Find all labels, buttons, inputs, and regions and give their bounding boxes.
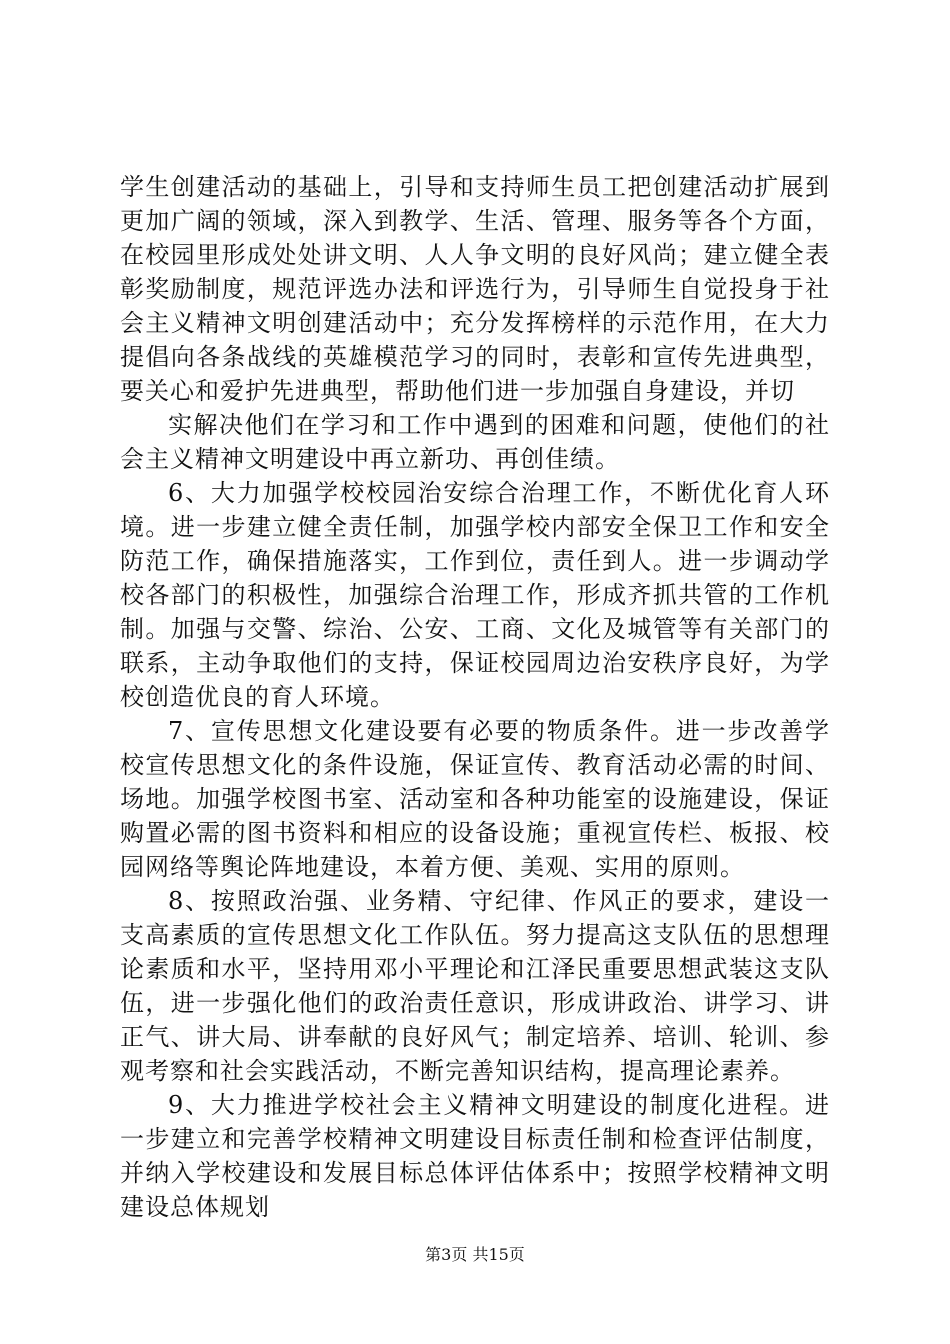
- document-body: [120, 170, 830, 1224]
- page-number-footer: 第3页 共15页: [425, 1245, 525, 1264]
- paragraph-support: 实解决他们在学习和工作中遇到的困难和问题，使他们的社会主义精神文明建设中再立新功、再创佳绩。: [120, 411, 830, 473]
- paragraph-item-6: 6、大力加强学校校园治安综合治理工作，不断优化育人环境。进一步建立健全责任制，加强学校内部安全保卫工作和安全防范工作，确保措施落实，工作到位，责任到人。进一步调动学校各部门的积极性，加强综合治理工作，形成齐抓共管的工作机制。加强与交警、综治、公安、工商、文化及城管等有关部门的联系，主动争取他们的支持，保证校园周边治安秩序良好，为学校创造优良的育人环境。: [120, 479, 830, 711]
- paragraph-item-8: 8、按照政治强、业务精、守纪律、作风正的要求，建设一支高素质的宣传思想文化工作队伍。努力提高这支队伍的思想理论素质和水平，坚持用邓小平理论和江泽民重要思想武装这支队伍，进一步强化他们的政治责任意识，形成讲政治、讲学习、讲正气、讲大局、讲奉献的良好风气；制定培养、培训、轮训、参观考察和社会实践活动，不断完善知识结构，提高理论素养。: [120, 887, 830, 1085]
- paragraph-item-7: 7、宣传思想文化建设要有必要的物质条件。进一步改善学校宣传思想文化的条件设施，保证宣传、教育活动必需的时间、场地。加强学校图书室、活动室和各种功能室的设施建设，保证购置必需的图书资料和相应的设备设施；重视宣传栏、板报、校园网络等舆论阵地建设，本着方便、美观、实用的原则。: [120, 717, 830, 881]
- paragraph-continuation: 学生创建活动的基础上，引导和支持师生员工把创建活动扩展到更加广阔的领域，深入到教学、生活、管理、服务等各个方面，在校园里形成处处讲文明、人人争文明的良好风尚；建立健全表彰奖励制度，规范评选办法和评选行为，引导师生自觉投身于社会主义精神文明创建活动中；充分发挥榜样的示范作用，在大力提倡向各条战线的英雄模范学习的同时，表彰和宣传先进典型，要关心和爱护先进典型，帮助他们进一步加强自身建设，并切: [120, 173, 830, 405]
- paragraph-item-9: 9、大力推进学校社会主义精神文明建设的制度化进程。进一步建立和完善学校精神文明建设目标责任制和检查评估制度，并纳入学校建设和发展目标总体评估体系中；按照学校精神文明建设总体规划: [120, 1091, 830, 1221]
